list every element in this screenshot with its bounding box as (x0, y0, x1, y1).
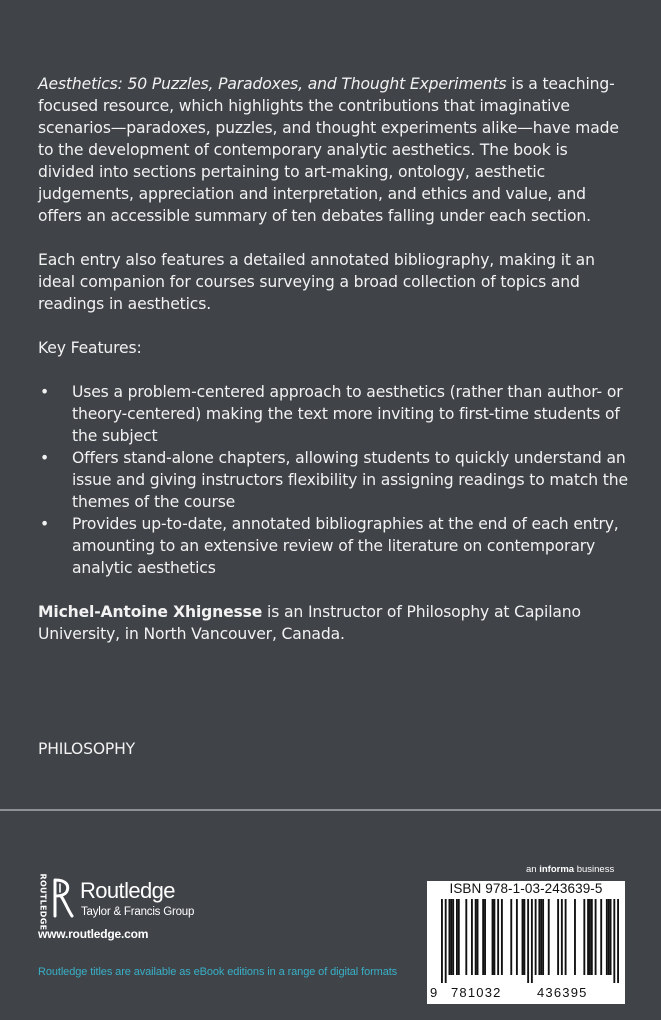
routledge-logo-icon (52, 878, 74, 918)
feature-text: Offers stand-alone chapters, allowing students to quickly understand an issue and giving instructors flexibility in assigning readings to match the themes of the course (72, 449, 628, 511)
barcode-bar (475, 899, 477, 975)
barcode-bar (452, 899, 454, 975)
barcode-bar (501, 899, 503, 975)
bullet-icon: • (40, 515, 50, 533)
barcode-bar (482, 899, 484, 975)
barcode-bar (591, 899, 593, 975)
isbn-label: ISBN 978-1-03-243639-5 (449, 881, 603, 896)
barcode-bar (456, 899, 458, 975)
bullet-icon: • (40, 383, 50, 401)
barcode-bar (557, 899, 559, 975)
barcode-digits (427, 983, 625, 1003)
barcode-bar (617, 899, 619, 983)
informa-business-tag: an informa business (526, 864, 615, 875)
barcode-bar (595, 899, 597, 975)
barcode-bar (574, 899, 576, 975)
barcode-bar (606, 899, 608, 975)
publisher-website: www.routledge.com (38, 927, 149, 941)
barcode-bar (589, 899, 591, 975)
barcode-bar (458, 899, 460, 975)
bibliography-paragraph: Each entry also features a detailed annotated bibliography, making it an ideal companion for courses surveying a broad collection of topics and readings in aesthetics. (38, 251, 595, 313)
barcode-bar (465, 899, 467, 975)
barcode-bar (610, 899, 612, 975)
publisher-group: Taylor & Francis Group (81, 906, 195, 918)
barcode-bar (441, 899, 443, 983)
barcode-digits-left: 781032 (451, 985, 502, 1000)
barcode-bar (510, 899, 512, 975)
barcode-bar (484, 899, 486, 975)
barcode-bar (548, 899, 550, 975)
feature-text: Provides up-to-date, annotated bibliographies at the end of each entry, amounting to an extensive review of the literature on contemporary analytic aesthetics (72, 515, 619, 577)
book-title: Aesthetics: 50 Puzzles, Paradoxes, and Thought Experiments (38, 75, 507, 93)
barcode-bar (477, 899, 479, 975)
barcode-bar (522, 899, 524, 975)
divider (0, 809, 661, 811)
publisher-vertical-name: ROUTLEDGE (38, 873, 48, 931)
barcode-bar (613, 899, 615, 983)
barcode-bar (542, 899, 544, 975)
feature-text: Uses a problem-centered approach to aesthetics (rather than author- or theory-centered) making the text more inviting to first-time students of the subject (72, 383, 623, 445)
barcode-bar (492, 899, 494, 975)
list-item (38, 513, 628, 579)
barcode-bar (538, 899, 540, 975)
barcode-bar (448, 899, 450, 975)
author-name: Michel-Antoine Xhignesse (38, 603, 263, 621)
publisher-logo (36, 873, 216, 931)
description-text: is a teaching-focused resource, which highlights the contributions that imaginative scenarios—paradoxes, puzzles, and thought experiments alike—have made to the development of contemporary analytic aesthetics. The book is divided into sections pertaining to art-making, ontology, aesthetic judgements, appreciation and interpretation, and ethics and value, and offers an accessible summary of ten debates falling under each section. (38, 75, 619, 225)
barcode-digit-first: 9 (430, 985, 438, 1000)
barcode-bar (587, 899, 589, 975)
barcode-digits-right: 436395 (537, 985, 588, 1000)
author-bio-text: is an Instructor of Philosophy at Capilano University, in North Vancouver, Canada. (38, 603, 581, 643)
key-features-heading: Key Features: (38, 339, 142, 357)
barcode-bar (583, 899, 585, 975)
key-features-list (38, 381, 628, 579)
barcode-bar (450, 899, 452, 975)
barcode-bar (497, 899, 499, 975)
subject-category: PHILOSOPHY (38, 740, 135, 758)
barcode-bar (540, 899, 542, 975)
barcode-bar (527, 899, 529, 983)
barcode-bar (608, 899, 610, 975)
bullet-icon: • (40, 449, 50, 467)
barcode-bar (445, 899, 447, 983)
author-bio (38, 601, 628, 645)
barcode-bar (600, 899, 602, 975)
isbn-barcode (427, 881, 625, 1004)
barcode-bar (471, 899, 473, 975)
barcode-bar (561, 899, 563, 975)
list-item (38, 381, 628, 447)
barcode-bars (441, 899, 619, 983)
description-paragraph (38, 73, 628, 227)
barcode-bar (565, 899, 567, 975)
barcode-bar (535, 899, 537, 975)
back-cover-blurb (38, 73, 628, 645)
publisher-name: Routledge (80, 878, 175, 903)
list-item (38, 447, 628, 513)
ebook-note: Routledge titles are available as eBook editions in a range of digital formats (38, 966, 398, 978)
barcode-bar (523, 899, 525, 975)
barcode-bar (493, 899, 495, 975)
barcode-bar (516, 899, 518, 975)
barcode-bar (531, 899, 533, 983)
